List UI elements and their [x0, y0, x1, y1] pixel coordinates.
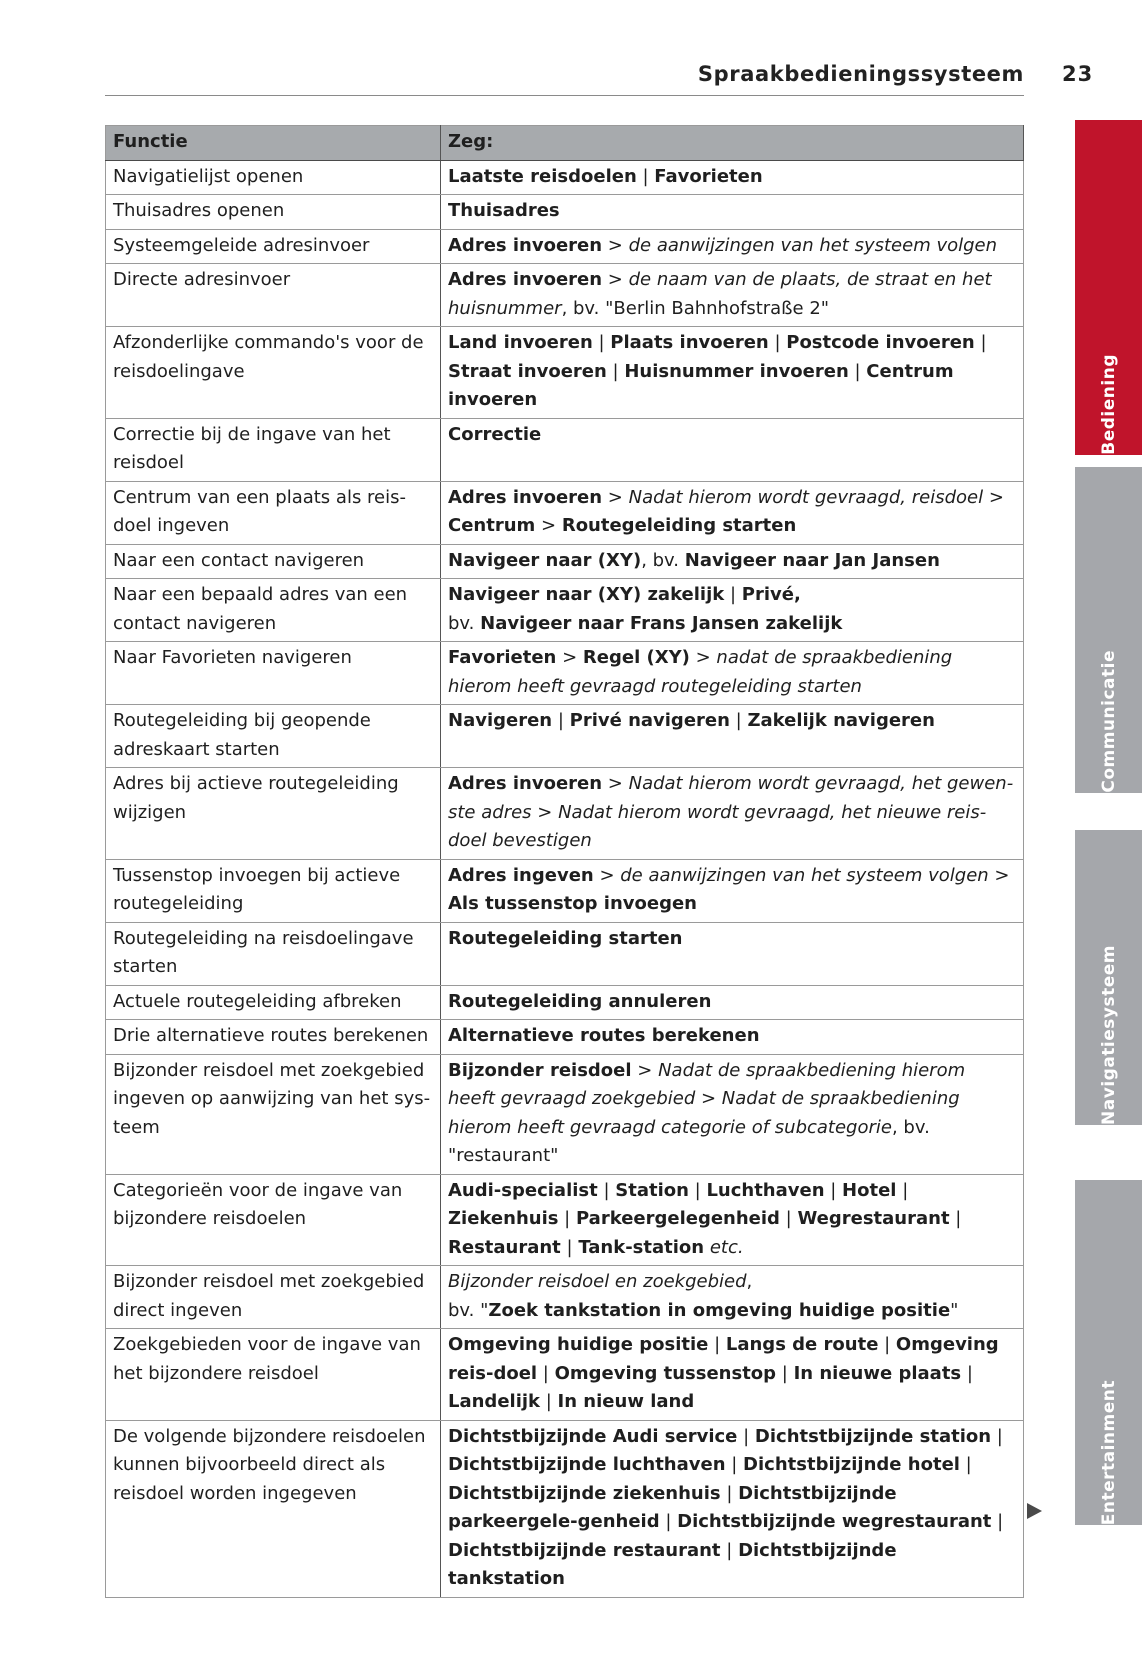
- connector-text: |: [560, 1236, 579, 1258]
- instruction-text: Nadat hierom wordt gevraagd, het gewen-ste adres: [448, 773, 1014, 823]
- function-cell: Routegeleiding na reisdoelingave starten: [106, 922, 441, 985]
- connector-text: bv. ": [448, 1299, 489, 1321]
- instruction-text: de aanwijzingen van het systeem volgen: [620, 864, 989, 886]
- command-phrase: Dichtstbijzijnde ziekenhuis: [448, 1482, 721, 1504]
- command-phrase: Als tussenstop invoegen: [448, 893, 697, 914]
- table-row: [106, 579, 1024, 642]
- table-body: [106, 160, 1024, 1597]
- command-phrase: Zoek tankstation in omgeving huidige positie: [488, 1299, 951, 1321]
- command-phrase: Ziekenhuis: [448, 1208, 559, 1229]
- instruction-text: de aanwijzingen van het systeem volgen: [628, 234, 998, 256]
- command-phrase: Privé,: [741, 584, 801, 605]
- function-cell: Routegeleiding bij geopende adreskaart starten: [106, 705, 441, 768]
- command-phrase: Omgeving tussenstop: [554, 1362, 777, 1384]
- say-command-cell: [441, 195, 1024, 230]
- connector-text: ,: [746, 1271, 753, 1292]
- connector-text: |: [737, 1425, 755, 1447]
- table-row: [106, 1420, 1024, 1597]
- table-row: [106, 544, 1024, 579]
- command-phrase: Navigeer naar Frans Jansen zakelijk: [480, 612, 843, 634]
- command-phrase: Centrum: [448, 515, 536, 536]
- connector-text: |: [848, 360, 867, 382]
- connector-text: |: [776, 1362, 794, 1384]
- function-cell: Centrum van een plaats als reis-doel ingeven: [106, 481, 441, 544]
- say-command-cell: [441, 1266, 1024, 1329]
- say-command-cell: [441, 229, 1024, 264]
- instruction-text: Bijzonder reisdoel en zoekgebied: [448, 1271, 747, 1292]
- connector-text: |: [824, 1179, 843, 1201]
- table-row: [106, 1329, 1024, 1421]
- side-tab-bediening[interactable]: [1075, 120, 1142, 455]
- connector-text: , bv.: [641, 549, 685, 571]
- command-phrase: Omgeving reis-doel: [448, 1334, 999, 1384]
- voice-command-table: [105, 125, 1024, 1598]
- command-phrase: In nieuwe plaats: [793, 1362, 962, 1384]
- column-header-functie: Functie: [106, 126, 441, 161]
- command-phrase: Adres invoeren: [448, 773, 603, 794]
- say-command-cell: [441, 418, 1024, 481]
- command-phrase: Omgeving huidige positie: [448, 1334, 709, 1355]
- function-cell: Bijzonder reisdoel met zoekgebied direct ingeven: [106, 1266, 441, 1329]
- say-command-cell: [441, 859, 1024, 922]
- side-tab-label: Bediening: [1098, 354, 1119, 455]
- function-cell: Naar een bepaald adres van een contact navigeren: [106, 579, 441, 642]
- say-command-cell: [441, 642, 1024, 705]
- connector-text: |: [779, 1208, 798, 1229]
- command-phrase: Routegeleiding starten: [561, 515, 797, 536]
- command-phrase: Hotel: [842, 1179, 897, 1201]
- connector-text: |: [720, 1482, 739, 1504]
- command-phrase: Dichtstbijzijnde luchthaven: [448, 1454, 726, 1475]
- connector-text: >: [631, 1059, 659, 1081]
- function-cell: Systeemgeleide adresinvoer: [106, 229, 441, 264]
- table-row: [106, 1054, 1024, 1174]
- command-phrase: Favorieten: [654, 165, 763, 187]
- connector-text: |: [896, 1179, 909, 1201]
- command-phrase: Routegeleiding starten: [448, 927, 683, 949]
- function-cell: Navigatielijst openen: [106, 160, 441, 195]
- connector-text: >: [593, 864, 621, 886]
- connector-text: >: [988, 864, 1010, 886]
- command-phrase: Dichtstbijzijnde wegrestaurant: [677, 1511, 992, 1532]
- connector-text: |: [708, 1334, 726, 1355]
- table-header-row: [106, 126, 1024, 161]
- side-tab-label: Entertainment: [1098, 1379, 1119, 1525]
- connector-text: >: [556, 647, 583, 668]
- command-phrase: Dichtstbijzijnde Audi service: [448, 1425, 738, 1447]
- table-row: [106, 768, 1024, 860]
- say-command-cell: [441, 264, 1024, 327]
- connector-text: ": [950, 1299, 959, 1321]
- command-phrase: Bijzonder reisdoel: [448, 1059, 632, 1081]
- function-cell: Naar Favorieten navigeren: [106, 642, 441, 705]
- connector-text: |: [688, 1179, 707, 1201]
- command-phrase: Audi-specialist: [448, 1179, 598, 1201]
- say-command-cell: [441, 768, 1024, 860]
- table-row: [106, 418, 1024, 481]
- command-phrase: Routegeleiding annuleren: [448, 990, 712, 1012]
- instruction-text: nadat de spraakbediening hierom heeft gevraagd routegeleiding starten: [448, 647, 953, 697]
- say-command-cell: [441, 1174, 1024, 1266]
- table-row: [106, 327, 1024, 419]
- command-phrase: Dichtstbijzijnde tankstation: [448, 1539, 897, 1589]
- function-cell: Correctie bij de ingave van het reisdoel: [106, 418, 441, 481]
- continue-arrow-icon: [1027, 1503, 1042, 1519]
- connector-text: bv.: [448, 612, 481, 634]
- command-phrase: Navigeer naar (XY): [448, 549, 642, 571]
- function-cell: De volgende bijzondere reisdoelen kunnen bijvoorbeeld direct als reisdoel worden ingegeven: [106, 1420, 441, 1597]
- table-row: [106, 985, 1024, 1020]
- connector-text: >: [602, 269, 629, 290]
- table-row: [106, 160, 1024, 195]
- table-row: [106, 859, 1024, 922]
- say-command-cell: [441, 327, 1024, 419]
- command-phrase: Dichtstbijzijnde parkeergele-genheid: [448, 1482, 897, 1532]
- table-row: [106, 1174, 1024, 1266]
- command-phrase: Restaurant: [448, 1236, 561, 1258]
- say-command-cell: [441, 481, 1024, 544]
- instruction-text: Nadat de spraakbediening hierom heeft gevraagd zoekgebied: [448, 1059, 966, 1109]
- say-command-cell: [441, 985, 1024, 1020]
- function-cell: Naar een contact navigeren: [106, 544, 441, 579]
- side-tab-communicatie[interactable]: [1075, 467, 1142, 793]
- connector-text: |: [724, 584, 742, 605]
- command-phrase: Zakelijk navigeren: [747, 710, 935, 731]
- connector-text: >: [689, 647, 717, 668]
- say-command-cell: [441, 922, 1024, 985]
- say-command-cell: [441, 705, 1024, 768]
- connector-text: |: [636, 165, 655, 187]
- connector-text: |: [552, 710, 570, 731]
- connector-text: >: [983, 486, 1004, 508]
- connector-text: |: [768, 332, 787, 353]
- say-command-cell: [441, 579, 1024, 642]
- command-phrase: Landelijk: [448, 1391, 541, 1412]
- instruction-text: de naam van de plaats, de straat en het huisnummer: [448, 269, 992, 319]
- connector-text: |: [597, 1179, 616, 1201]
- connector-text: >: [602, 486, 629, 508]
- instruction-text: Nadat hierom wordt gevraagd, reisdoel: [628, 486, 984, 508]
- command-phrase: Alternatieve routes berekenen: [448, 1025, 760, 1046]
- command-phrase: Parkeergelegenheid: [575, 1208, 780, 1229]
- page-header-title: Spraakbedieningssysteem: [697, 62, 1024, 86]
- command-phrase: Adres invoeren: [448, 269, 603, 290]
- command-phrase: Correctie: [448, 423, 542, 445]
- command-phrase: Privé navigeren: [569, 710, 730, 731]
- command-phrase: Navigeren: [448, 710, 553, 731]
- say-command-cell: [441, 1054, 1024, 1174]
- page-number: 23: [1062, 62, 1094, 86]
- command-phrase: Land invoeren: [448, 332, 593, 353]
- connector-text: >: [695, 1088, 722, 1109]
- connector-text: |: [592, 332, 611, 353]
- command-phrase: Huisnummer invoeren: [624, 360, 849, 382]
- connector-text: |: [720, 1539, 739, 1561]
- connector-text: >: [531, 801, 559, 823]
- connector-text: |: [729, 710, 748, 731]
- function-cell: Categorieën voor de ingave van bijzondere reisdoelen: [106, 1174, 441, 1266]
- table-row: [106, 1266, 1024, 1329]
- function-cell: Actuele routegeleiding afbreken: [106, 985, 441, 1020]
- function-cell: Directe adresinvoer: [106, 264, 441, 327]
- command-phrase: Dichtstbijzijnde station: [754, 1425, 992, 1447]
- command-phrase: Regel (XY): [582, 647, 690, 668]
- side-tab-label: Communicatie: [1098, 650, 1119, 793]
- connector-text: |: [949, 1208, 962, 1229]
- say-command-cell: [441, 1420, 1024, 1597]
- instruction-text: Nadat de spraakbediening hierom heeft gevraagd categorie of subcategorie: [448, 1088, 960, 1138]
- table-row: [106, 195, 1024, 230]
- connector-text: |: [991, 1425, 1003, 1447]
- side-tab-navigatiesysteem[interactable]: [1075, 830, 1142, 1125]
- command-phrase: Dichtstbijzijnde restaurant: [448, 1539, 721, 1561]
- command-phrase: Favorieten: [448, 647, 557, 668]
- command-phrase: Wegrestaurant: [797, 1208, 950, 1229]
- function-cell: Adres bij actieve routegeleiding wijzigen: [106, 768, 441, 860]
- command-phrase: Thuisadres: [448, 200, 560, 221]
- side-tab-label: Navigatiesysteem: [1098, 945, 1119, 1125]
- table-row: [106, 264, 1024, 327]
- command-phrase: Navigeer naar (XY) zakelijk: [448, 584, 725, 605]
- connector-text: , bv. "Berlin Bahnhofstraße 2": [561, 297, 830, 319]
- command-phrase: Luchthaven: [706, 1179, 825, 1201]
- command-phrase: Station: [615, 1179, 689, 1201]
- connector-text: |: [725, 1454, 744, 1475]
- say-command-cell: [441, 1020, 1024, 1055]
- command-phrase: Postcode invoeren: [786, 332, 975, 353]
- say-command-cell: [441, 1329, 1024, 1421]
- command-phrase: Adres ingeven: [448, 864, 594, 886]
- connector-text: |: [959, 1454, 972, 1475]
- command-phrase: Langs de route: [725, 1334, 879, 1355]
- instruction-text: etc.: [709, 1236, 744, 1258]
- command-phrase: Straat invoeren: [448, 360, 607, 382]
- command-phrase: Adres invoeren: [448, 486, 603, 508]
- instruction-text: Nadat hierom wordt gevraagd, het nieuwe reis-doel bevestigen: [448, 801, 987, 851]
- connector-text: |: [974, 332, 987, 353]
- command-phrase: Tank-station: [578, 1236, 705, 1258]
- command-phrase: Laatste reisdoelen: [448, 165, 637, 187]
- say-command-cell: [441, 160, 1024, 195]
- connector-text: |: [558, 1208, 576, 1229]
- command-phrase: Plaats invoeren: [610, 332, 769, 353]
- connector-text: >: [535, 515, 562, 536]
- function-cell: Tussenstop invoegen bij actieve routegeleiding: [106, 859, 441, 922]
- command-phrase: In nieuw land: [557, 1391, 695, 1412]
- header-divider: [105, 95, 1024, 96]
- connector-text: |: [878, 1334, 896, 1355]
- connector-text: |: [961, 1362, 973, 1384]
- table-row: [106, 922, 1024, 985]
- side-tab-entertainment[interactable]: [1075, 1180, 1142, 1525]
- command-phrase: Dichtstbijzijnde hotel: [743, 1454, 960, 1475]
- connector-text: >: [602, 234, 629, 256]
- command-phrase: Centrum invoeren: [448, 360, 954, 410]
- connector-text: |: [659, 1511, 678, 1532]
- table-row: [106, 642, 1024, 705]
- command-phrase: Adres invoeren: [448, 234, 603, 256]
- connector-text: >: [602, 773, 629, 794]
- connector-text: |: [537, 1362, 555, 1384]
- function-cell: Afzonderlijke commando's voor de reisdoelingave: [106, 327, 441, 419]
- connector-text: |: [991, 1511, 1004, 1532]
- function-cell: Thuisadres openen: [106, 195, 441, 230]
- column-header-zeg: Zeg:: [441, 126, 1024, 161]
- connector-text: |: [540, 1391, 558, 1412]
- function-cell: Bijzonder reisdoel met zoekgebied ingeven op aanwijzing van het sys-teem: [106, 1054, 441, 1174]
- command-phrase: Navigeer naar Jan Jansen: [684, 549, 940, 571]
- table-row: [106, 705, 1024, 768]
- function-cell: Drie alternatieve routes berekenen: [106, 1020, 441, 1055]
- function-cell: Zoekgebieden voor de ingave van het bijzondere reisdoel: [106, 1329, 441, 1421]
- connector-text: , bv. "restaurant": [448, 1116, 930, 1166]
- table-row: [106, 229, 1024, 264]
- connector-text: |: [606, 360, 625, 382]
- table-row: [106, 481, 1024, 544]
- say-command-cell: [441, 544, 1024, 579]
- table-row: [106, 1020, 1024, 1055]
